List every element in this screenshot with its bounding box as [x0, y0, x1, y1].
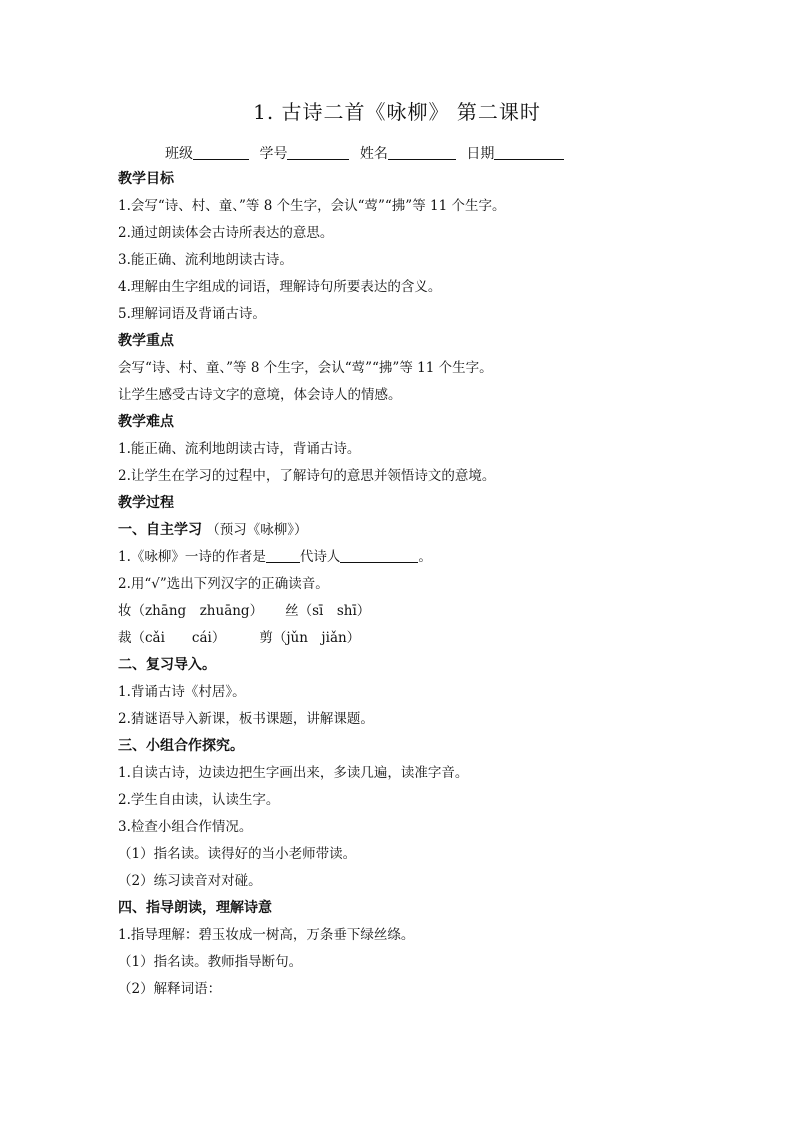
section3-item: （2）练习读音对对碰。	[118, 873, 262, 889]
goal-item: 5.理解词语及背诵古诗。	[118, 306, 266, 322]
section4-item: （1）指名读。教师指导断句。	[118, 954, 303, 970]
pinyin-char: 丝	[285, 603, 299, 619]
pinyin-options[interactable]: （sī shī）	[298, 603, 371, 619]
name-blank[interactable]	[388, 145, 456, 160]
document-body	[118, 166, 718, 1003]
section3-item: （1）指名读。读得好的当小老师带读。	[118, 846, 357, 862]
number-blank[interactable]	[287, 145, 349, 160]
goal-item: 1.会写“诗、村、童、”等 8 个生字，会认“莺”“拂”等 11 个生字。	[118, 198, 506, 214]
section3-item: 2.学生自由读，认读生字。	[118, 792, 280, 808]
pinyin-options[interactable]: （jǔn jiǎn）	[272, 630, 361, 646]
pinyin-char: 剪	[259, 630, 273, 646]
pinyin-row-2	[118, 625, 718, 652]
pinyin-options[interactable]: （zhāng zhuāng）	[131, 603, 264, 619]
question1-line	[118, 544, 718, 571]
date-blank[interactable]	[494, 145, 564, 160]
difficulty-heading: 教学难点	[118, 414, 174, 430]
pinyin-char: 妆	[118, 603, 132, 619]
goal-item: 3.能正确、流利地朗读古诗。	[118, 252, 293, 268]
class-label: 班级	[165, 146, 193, 162]
section1-heading: 一、自主学习	[118, 522, 202, 538]
section2-heading: 二、复习导入。	[118, 657, 216, 673]
question1-part-b: 代诗人	[299, 549, 341, 565]
section4-item: 1.指导理解：碧玉妆成一树高，万条垂下绿丝绦。	[118, 927, 415, 943]
focus-item: 让学生感受古诗文字的意境，体会诗人的情感。	[118, 387, 402, 403]
section2-item: 1.背诵古诗《村居》。	[118, 684, 246, 700]
focus-item: 会写“诗、村、童、”等 8 个生字，会认“莺”“拂”等 11 个生字。	[118, 360, 493, 376]
section4-item: （2）解释词语：	[118, 981, 222, 997]
question1-part-c: 。	[418, 549, 432, 565]
name-label: 姓名	[359, 146, 388, 162]
poet-blank[interactable]	[340, 548, 418, 563]
goal-item: 2.通过朗读体会古诗所表达的意思。	[118, 225, 334, 241]
section2-item: 2.猜谜语导入新课，板书课题，讲解课题。	[118, 711, 374, 727]
question1-part-a: 1.《咏柳》一诗的作者是	[118, 549, 266, 565]
section3-item: 1.自读古诗，边读边把生字画出来，多读几遍，读准字音。	[118, 765, 469, 781]
pinyin-char: 裁	[118, 630, 132, 646]
section1-heading-line	[118, 517, 718, 544]
number-label: 学号	[259, 146, 288, 162]
section3-item: 3.检查小组合作情况。	[118, 819, 253, 835]
pinyin-options[interactable]: （cǎi cái）	[131, 630, 226, 646]
student-info-line	[165, 143, 570, 163]
date-label: 日期	[466, 146, 495, 162]
dynasty-blank[interactable]	[266, 548, 300, 563]
difficulty-item: 1.能正确、流利地朗读古诗，背诵古诗。	[118, 441, 361, 457]
section1-note: （预习《咏柳》）	[206, 522, 308, 538]
focus-heading: 教学重点	[118, 333, 174, 349]
process-heading: 教学过程	[118, 495, 174, 511]
pinyin-row-1	[118, 598, 718, 625]
difficulty-item: 2.让学生在学习的过程中，了解诗句的意思并领悟诗文的意境。	[118, 468, 496, 484]
page-title: 1. 古诗二首《咏柳》 第二课时	[253, 100, 541, 124]
section3-heading: 三、小组合作探究。	[118, 738, 244, 754]
class-blank[interactable]	[193, 145, 249, 160]
goal-item: 4.理解由生字组成的词语，理解诗句所要表达的含义。	[118, 279, 442, 295]
section4-heading: 四、指导朗读，理解诗意	[118, 900, 272, 916]
question2-line: 2.用“√”选出下列汉字的正确读音。	[118, 576, 329, 592]
goals-heading: 教学目标	[118, 171, 174, 187]
